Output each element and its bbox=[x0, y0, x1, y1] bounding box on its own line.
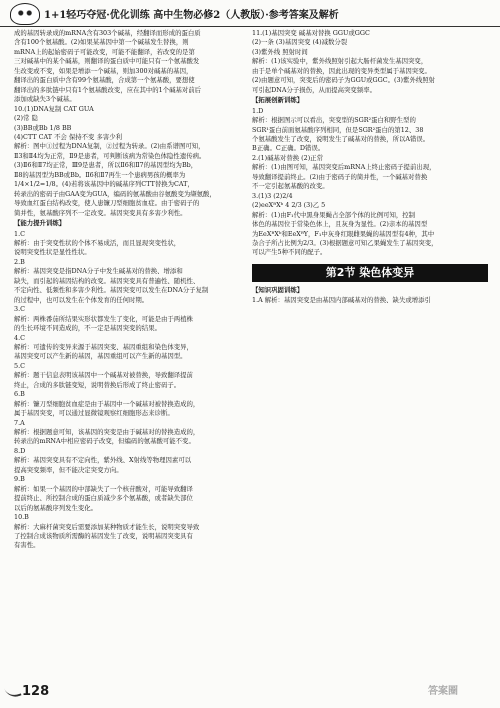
text-line: 缺失，而引起的基因结构的改变。基因突变具有普遍性、随机性、 bbox=[14, 276, 200, 285]
text-line: 6.B bbox=[14, 390, 25, 399]
text-line: 8.D bbox=[14, 446, 26, 455]
text-line: 3.C bbox=[14, 305, 25, 314]
text-line: 解析：可遗传的变异来源于基因突变、基因重组和染色体变异， bbox=[14, 342, 193, 351]
text-line: 解析：根据题意可知，该基因的突变是由于碱基对的替换造成的， bbox=[14, 428, 200, 437]
left-column bbox=[14, 29, 244, 551]
chapter-title: 第2节 染色体变异 bbox=[252, 264, 488, 282]
text-line: 2.B bbox=[14, 257, 25, 266]
text-line: 的过程中，也可以发生在个体发育的任何时期。 bbox=[14, 295, 149, 304]
leaf-decoration-icon bbox=[4, 684, 21, 700]
text-line: 10.(1)DNA复制 CAT GUA bbox=[14, 104, 94, 113]
text-line: 2.(1)碱基对替换 (2)正常 bbox=[252, 153, 323, 162]
text-line: 不定向性、低频性和多害少利性。基因突变可以发生在DNA分子复制 bbox=[14, 286, 209, 295]
text-line: 解析：镰刀型细胞贫血症是由于基因中一个碱基对被替换造成的， bbox=[14, 399, 200, 408]
text-line: 11.(1)基因突变 碱基对替换 GGU或GGC bbox=[252, 29, 370, 37]
text-line: (2)eeXᴮXᵇ 4 2/3 (3)乙 5 bbox=[252, 201, 326, 210]
text-line: (3)Ⅱ6和Ⅱ7均正常，Ⅲ9是患者，所以Ⅱ6和Ⅱ7的基因型均为Bb， bbox=[14, 161, 198, 170]
text-line: 9.B bbox=[14, 475, 25, 484]
text-line: 由于是单个碱基对的替换，因此出现的变异类型属于基因突变。 bbox=[252, 66, 431, 75]
text-line: (4)CTT CAT 不会 保持不变 多害少利 bbox=[14, 132, 123, 141]
text-line: 1/4×1/2=1/8。(4)若将该基因中的碱基序列CTT替换为CAT， bbox=[14, 180, 194, 189]
text-line: (2)由题意可知，突变后的密码子为GGU或GGC。(3)紫外线照射 bbox=[252, 76, 436, 85]
text-line: 含有100个氨基酸。(2)如果某基因中第一个碱基发生替换，则 bbox=[14, 38, 189, 47]
text-line: 解析：基因突变是指DNA分子中发生碱基对的替换、增添和 bbox=[14, 267, 183, 276]
text-line: 解析：图中①过程为DNA复制，②过程为转录。(2)由系谱图可知， bbox=[14, 142, 205, 151]
text-line: 为EeXᴮXᵇ和EeXᴮY，F₁中灰身红眼雌果蝇的基因型有4种，其中 bbox=[252, 229, 435, 238]
text-line: 转录出的mRNA中相应密码子改变，但编码的氨基酸可能不变。 bbox=[14, 437, 195, 446]
header-title: 1+1轻巧夺冠·优化训练 高中生物必修2（人教版）·参考答案及解析 bbox=[44, 10, 339, 21]
text-line: 终止，合成的多肽链变短，说明替换后形成了终止密码子。 bbox=[14, 380, 181, 389]
text-line: 导致血红蛋白结构改变，使人患镰刀型细胞贫血症。由于密码子的 bbox=[14, 199, 200, 208]
section-heading: 【知识巩固训练】 bbox=[252, 285, 304, 294]
text-line: 个氨基酸发生了改变，说明发生了碱基对的替换，所以A错误。 bbox=[252, 134, 430, 143]
text-line: mRNA上的起始密码子可能改变，可能不能翻译，若改变的是第 bbox=[14, 47, 195, 56]
text-line: 添加或缺失3个碱基。 bbox=[14, 95, 76, 104]
text-line: 4.C bbox=[14, 333, 25, 342]
text-line: Ⅱ8的基因型为BB或Bb。Ⅱ6和Ⅱ7再生一个患病男孩的概率为 bbox=[14, 170, 186, 179]
text-line: 不一定引起氨基酸的改变。 bbox=[252, 182, 329, 191]
text-line: 7.A bbox=[14, 418, 25, 427]
text-line: 导致翻译提前终止。(2)由于密码子的简并性，一个碱基对替换 bbox=[252, 172, 428, 181]
text-line: 3.(1)3 (2)2/4 bbox=[252, 191, 293, 200]
text-line: 成的基因转录成的mRNA含有303个碱基，经翻译而形成的蛋白质 bbox=[14, 29, 201, 37]
right-column bbox=[252, 29, 488, 306]
text-line: 解析：根据图示可以看出，突变型的SGR²蛋白和野生型的 bbox=[252, 116, 416, 125]
watermark: 答案圈 bbox=[428, 686, 458, 697]
text-line: Ⅱ3和Ⅱ4均为正常，Ⅱ9是患者，可判断该病为常染色体隐性遗传病。 bbox=[14, 151, 206, 160]
book-logo-icon bbox=[10, 3, 40, 25]
text-line: 基因突变可以产生新的基因，基因重组可以产生新的基因型。 bbox=[14, 352, 187, 361]
text-line: 10.B bbox=[14, 513, 29, 522]
text-line: 可以产生5种不同的配子。 bbox=[252, 248, 327, 257]
text-line: 属于基因突变，可以通过显微镜观察红细胞形态来诊断。 bbox=[14, 409, 174, 418]
text-line: 体色的基因位于常染色体上，且灰身为显性。(2)亲本的基因型 bbox=[252, 220, 428, 229]
text-line: 解析：题干信息表明该基因中一个碱基对被替换，导致翻译提前 bbox=[14, 371, 193, 380]
text-line: (3)BB或Bb 1/8 BB bbox=[14, 123, 72, 132]
text-line: 解析：由于突变性状的个体不易成活，而且显现突变性状， bbox=[14, 238, 181, 247]
text-line: 1.C bbox=[14, 229, 25, 238]
section-heading: 【能力提升训练】 bbox=[14, 219, 66, 228]
text-line: 了控制合成该物质所需酶的基因发生了改变，说明基因突变具有 bbox=[14, 532, 193, 541]
text-line: SGR¹蛋白前面氨基酸序列相同，但是SGR²蛋白的第12、38 bbox=[252, 125, 424, 134]
text-line: B正确。C正确。D错误。 bbox=[252, 144, 325, 153]
text-line: 解析：基因突变具有不定向性，紫外线、X射线等物理因素可以 bbox=[14, 456, 192, 465]
text-line: 说明突变性状是显性性状。 bbox=[14, 248, 91, 257]
text-line: 简并性，氨基酸序列不一定改变。基因突变具有多害少利性。 bbox=[14, 208, 187, 217]
text-line: 生改变或不变，如果是增添一个碱基，则加300对碱基的基因， bbox=[14, 66, 193, 75]
text-line: (3)紫外线 照射时间 bbox=[252, 47, 308, 56]
text-line: 的生长环境不同造成的，不一定是基因突变的结果。 bbox=[14, 324, 161, 333]
text-line: 转录出的密码子由GAA变为GUA，编码的氨基酸由谷氨酸变为缬氨酸， bbox=[14, 189, 216, 198]
text-line: 5.C bbox=[14, 361, 25, 370]
text-line: 翻译出的蛋白质中含有99个氨基酸，合成第一个氨基酸，要想使 bbox=[14, 76, 195, 85]
text-line: 提高突变频率，但不能决定突变方向。 bbox=[14, 465, 123, 474]
text-line: 杂合子所占比例为2/3。(3)根据题意可知乙果蝇发生了基因突变， bbox=[252, 238, 438, 247]
text-line: 解析：(1)该实验中，紫外线照射引起大肠杆菌发生基因突变， bbox=[252, 57, 428, 66]
text-line: (2)一条 (3)基因突变 (4)减数分裂 bbox=[252, 38, 348, 47]
text-line: 解析：大麻杆菌突变后需要添加某种物质才能生长，说明突变导致 bbox=[14, 522, 200, 531]
text-line: (2)常 隐 bbox=[14, 114, 38, 123]
text-line: 翻译出的多肽链中只有1个氨基酸改变，应在其中的1个碱基对前后 bbox=[14, 85, 202, 94]
text-line: 可引起DNA分子损伤，从而提高突变频率。 bbox=[252, 85, 376, 94]
page-number: 128 bbox=[22, 684, 50, 699]
page-header bbox=[0, 0, 500, 27]
text-line: 解析：如果一个基因的中部缺失了一个核苷酸对，可能导致翻译 bbox=[14, 484, 193, 493]
text-line: 1.A 解析：基因突变是由基因内部碱基对的替换、缺失或增添引 bbox=[252, 296, 431, 305]
text-line: 解析：(1)由图可知，基因突变后mRNA上终止密码子提前出现， bbox=[252, 163, 436, 172]
text-line: 解析：两株番茄所结果实形状都发生了变化，可能是由于两植株 bbox=[14, 314, 193, 323]
text-line: 有害性。 bbox=[14, 541, 40, 550]
text-line: 解析：(1)由F₁代中黑身果蝇占全部个体的比例可知，控制 bbox=[252, 210, 416, 219]
section-heading: 【拓展创新训练】 bbox=[252, 96, 304, 105]
text-line: 以后的氨基酸序列发生变化。 bbox=[14, 503, 98, 512]
text-line: 提前终止、所控制合成的蛋白质减少多个氨基酸，或者缺失部位 bbox=[14, 494, 193, 503]
page-footer bbox=[0, 676, 500, 708]
text-line: 三对碱基中的某个碱基，则翻译的蛋白质中可能只有一个氨基酸发 bbox=[14, 57, 200, 66]
text-line: 1.D bbox=[252, 106, 264, 115]
